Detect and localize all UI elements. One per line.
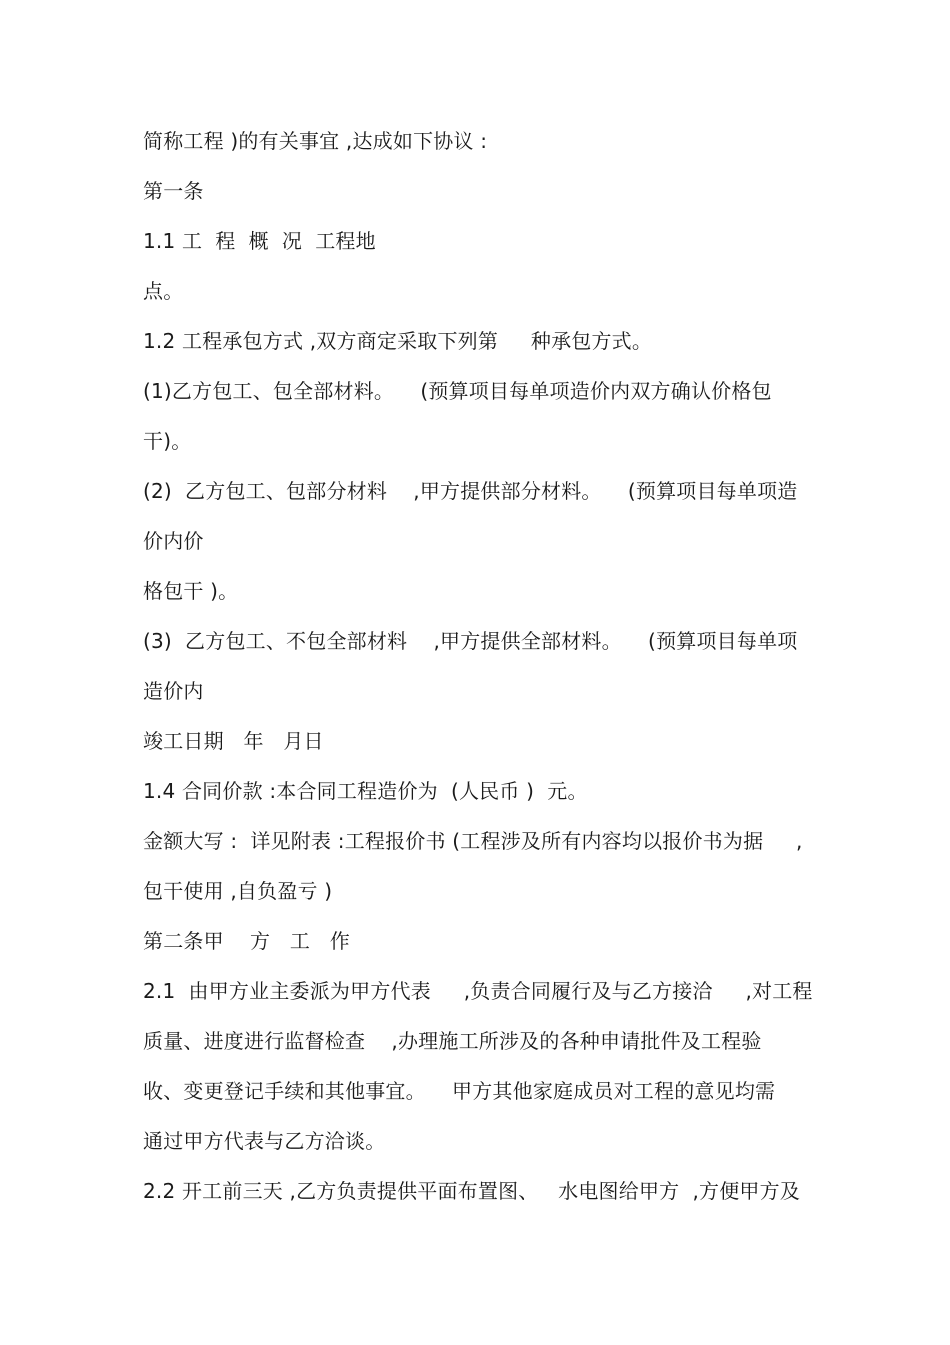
clause-1-4: 1.4 合同价款 :本合同工程造价为 (人民币 ) 元。 <box>143 779 588 803</box>
clause-2-2: 2.2 开工前三天 ,乙方负责提供平面布置图、 水电图给甲方 ,方便甲方及 <box>143 1179 801 1203</box>
amount-in-words-continued: 包干使用 ,自负盈亏 ) <box>143 879 333 903</box>
option-1-continued: 干)。 <box>143 429 192 453</box>
article-2-heading: 第二条甲 方 工 作 <box>143 929 350 953</box>
option-3-continued: 造价内 <box>143 679 204 703</box>
text-line-preamble: 简称工程 )的有关事宜 ,达成如下协议 : <box>143 129 488 153</box>
option-2-continued-2: 格包干 )。 <box>143 579 239 603</box>
clause-2-1-continued: 质量、进度进行监督检查 ,办理施工所涉及的各种申请批件及工程验 <box>143 1029 762 1053</box>
clause-1-2: 1.2 工程承包方式 ,双方商定采取下列第 种承包方式。 <box>143 329 653 353</box>
clause-1-1: 1.1 工 程 概 况 工程地 <box>143 229 376 253</box>
clause-2-1: 2.1 由甲方业主委派为甲方代表 ,负责合同履行及与乙方接洽 ,对工程 <box>143 979 813 1003</box>
clause-2-1-continued-2: 收、变更登记手续和其他事宜。 甲方其他家庭成员对工程的意见均需 <box>143 1079 776 1103</box>
clause-2-1-continued-3: 通过甲方代表与乙方洽谈。 <box>143 1129 386 1153</box>
amount-in-words: 金额大写 : 详见附表 :工程报价书 (工程涉及所有内容均以报价书为据 , <box>143 829 803 853</box>
completion-date: 竣工日期 年 月日 <box>143 729 324 753</box>
option-2: (2) 乙方包工、包部分材料 ,甲方提供部分材料。 (预算项目每单项造 <box>143 479 798 503</box>
article-1-heading: 第一条 <box>143 179 204 203</box>
option-1: (1)乙方包工、包全部材料。 (预算项目每单项造价内双方确认价格包 <box>143 379 772 403</box>
clause-1-1-continued: 点。 <box>143 279 184 303</box>
option-3: (3) 乙方包工、不包全部材料 ,甲方提供全部材料。 (预算项目每单项 <box>143 629 798 653</box>
option-2-continued: 价内价 <box>143 529 204 553</box>
